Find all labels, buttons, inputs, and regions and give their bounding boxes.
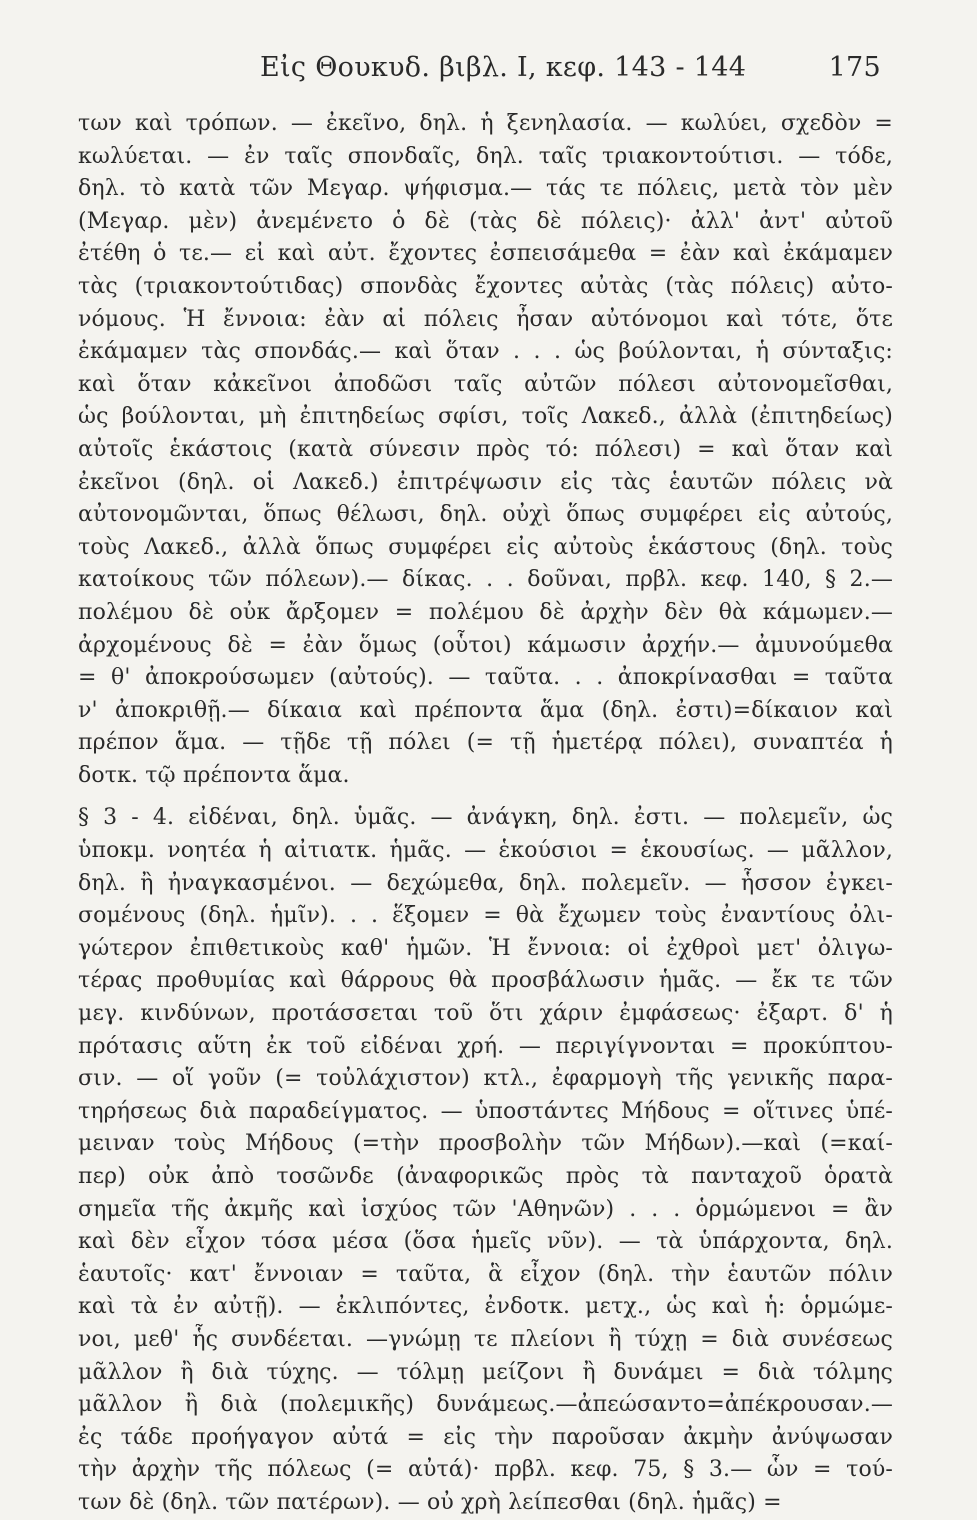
text-line: σιν. — οἵ γοῦν (= τοὐλάχιστον) κτλ., ἐφαρμογὴ τῆς γενικῆς παρα- [78, 1066, 893, 1092]
text-line: κατοίκους τῶν πόλεων).— δίκας. . . δοῦναι, πρβλ. κεφ. 140, § 2.— [78, 567, 893, 593]
paragraph-1 [78, 108, 893, 792]
text-line: σημεῖα τῆς ἀκμῆς καὶ ἰσχύος τῶν 'Αθηνῶν) . . . ὁρμώμενοι = ἂν [78, 1196, 893, 1222]
text-line: νοι, μεθ' ἧς συνδέεται. —γνώμῃ τε πλείονι ἢ τύχῃ = διὰ συνέσεως [78, 1326, 893, 1352]
text-line: ὑποκμ. νοητέα ἡ αἰτιατκ. ἡμᾶς. — ἑκούσιοι = ἑκουσίως. — μᾶλλον, [78, 838, 893, 864]
text-line: πρέπον ἅμα. — τῇδε τῇ πόλει (= τῇ ἡμετέρᾳ πόλει), συναπτέα ἡ [78, 730, 893, 756]
text-line: ἐς τάδε προήγαγον αὐτά = εἰς τὴν παροῦσαν ἀκμὴν ἀνύψωσαν [78, 1424, 893, 1450]
text-line: καὶ ὅταν κἀκεῖνοι ἀποδῶσι ταῖς αὐτῶν πόλεσι αὐτονομεῖσθαι, [78, 371, 893, 397]
text-line: μειναν τοὺς Μήδους (=τὴν προσβολὴν τῶν Μήδων).—καὶ (=καί- [78, 1131, 893, 1157]
text-line: τοὺς Λακεδ., ἀλλὰ ὅπως συμφέρει εἰς αὐτοὺς ἑκάστους (δηλ. τοὺς [78, 534, 893, 560]
text-line: γώτερον ἐπιθετικοὺς καθ' ἡμῶν. Ἡ ἔννοια: οἱ ἐχθροὶ μετ' ὀλιγω- [78, 935, 893, 961]
text-line: δηλ. τὸ κατὰ τῶν Μεγαρ. ψήφισμα.— τάς τε πόλεις, μετὰ τὸν μὲν [78, 176, 893, 202]
text-line: κωλύεται. — ἐν ταῖς σπονδαῖς, δηλ. ταῖς τριακοντούτισι. — τόδε, [78, 143, 893, 169]
text-line: ἐκεῖνοι (δηλ. οἱ Λακεδ.) ἐπιτρέψωσιν εἰς τὰς ἑαυτῶν πόλεις νὰ [78, 469, 893, 495]
text-line: δοτκ. τῷ πρέποντα ἅμα. [78, 762, 350, 788]
running-title: Εἰς Θουκυδ. βιβλ. Ι, κεφ. 143 - 144 [260, 52, 747, 83]
text-line: αὐτονομῶνται, ὅπως θέλωσι, δηλ. οὐχὶ ὅπως συμφέρει εἰς αὐτούς, [78, 502, 893, 528]
text-line: τὰς (τριακοντούτιδας) σπονδὰς ἔχοντες αὐτὰς (τὰς πόλεις) αὐτο- [78, 273, 893, 299]
commentary-text [78, 108, 893, 1520]
text-line: = θ' ἀποκρούσωμεν (αὐτούς). — ταῦτα. . . ἀποκρίνασθαι = ταῦτα [78, 665, 893, 691]
text-line: ἀρχομένους δὲ = ἐὰν ὅμως (οὗτοι) κάμωσιν ἀρχήν.— ἀμυνούμεθα [78, 632, 893, 658]
text-line: καὶ τὰ ἐν αὐτῇ). — ἐκλιπόντες, ἐνδοτκ. μετχ., ὡς καὶ ἡ: ὁρμώμε- [78, 1294, 893, 1320]
text-line: τὴν ἀρχὴν τῆς πόλεως (= αὐτά)· πρβλ. κεφ. 75, § 3.— ὧν = τού- [78, 1457, 893, 1483]
text-line: μεγ. κινδύνων, προτάσσεται τοῦ ὅτι χάριν ἐμφάσεως· ἐξαρτ. δ' ἡ [78, 1001, 893, 1027]
text-line: των δὲ (δηλ. τῶν πατέρων). — οὐ χρὴ λείπεσθαι (δηλ. ἡμᾶς) = [78, 1489, 782, 1515]
text-line: των καὶ τρόπων. — ἐκεῖνο, δηλ. ἡ ξενηλασία. — κωλύει, σχεδὸν = [78, 111, 893, 136]
text-line: ἐκάμαμεν τὰς σπονδάς.— καὶ ὅταν . . . ὡς βούλονται, ἡ σύνταξις: [78, 339, 893, 365]
paragraph-2 [78, 802, 893, 1519]
text-line: πολέμου δὲ οὐκ ἄρξομεν = πολέμου δὲ ἀρχὴν δὲν θὰ κάμωμεν.— [78, 599, 893, 625]
text-line: καὶ δὲν εἶχον τόσα μέσα (ὅσα ἡμεῖς νῦν). — τὰ ὑπάρχοντα, δηλ. [78, 1229, 893, 1255]
paragraph-gap [78, 792, 893, 802]
text-line: τηρήσεως διὰ παραδείγματος. — ὑποστάντες Μήδους = οἵτινες ὑπέ- [78, 1098, 893, 1124]
text-line: δηλ. ἢ ἠναγκασμένοι. — δεχώμεθα, δηλ. πολεμεῖν. — ἧσσον ἐγκει- [78, 870, 893, 896]
page-header [80, 52, 881, 92]
text-line: ν' ἀποκριθῇ.— δίκαια καὶ πρέποντα ἅμα (δηλ. ἐστι)=δίκαιον καὶ [78, 697, 893, 723]
text-line: ἐτέθη ὁ τε.— εἰ καὶ αὐτ. ἔχοντες ἐσπεισάμεθα = ἐὰν καὶ ἐκάμαμεν [78, 241, 893, 267]
text-line: ὡς βούλονται, μὴ ἐπιτηδείως σφίσι, τοῖς Λακεδ., ἀλλὰ (ἐπιτηδείως) [78, 404, 893, 430]
text-line: τέρας προθυμίας καὶ θάρρους θὰ προσβάλωσιν ἡμᾶς. — ἔκ τε τῶν [78, 968, 893, 994]
text-line: πρότασις αὕτη ἐκ τοῦ εἰδέναι χρή. — περιγίγνονται = προκύπτου- [78, 1033, 893, 1059]
text-line: ἑαυτοῖς· κατ' ἔννοιαν = ταῦτα, ἃ εἶχον (δηλ. τὴν ἑαυτῶν πόλιν [78, 1261, 893, 1287]
text-line: αὐτοῖς ἑκάστοις (κατὰ σύνεσιν πρὸς τό: πόλεσι) = καὶ ὅταν καὶ [78, 436, 893, 462]
text-line: μᾶλλον ἢ διὰ (πολεμικῆς) δυνάμεως.—ἀπεώσαντο=ἀπέκρουσαν.— [78, 1392, 893, 1418]
text-line: περ) οὐκ ἀπὸ τοσῶνδε (ἀναφορικῶς πρὸς τὰ πανταχοῦ ὁρατὰ [78, 1164, 893, 1189]
text-line: νόμους. Ἡ ἔννοια: ἐὰν αἱ πόλεις ἦσαν αὐτόνομοι καὶ τότε, ὅτε [78, 306, 893, 332]
text-line: (Μεγαρ. μὲν) ἀνεμένετο ὁ δὲ (τὰς δὲ πόλεις)· ἀλλ' ἀντ' αὐτοῦ [78, 208, 893, 234]
text-line: σομένους (δηλ. ἡμῖν). . . ἕξομεν = θὰ ἔχωμεν τοὺς ἐναντίους ὀλι- [78, 903, 893, 929]
text-line: § 3 - 4. εἰδέναι, δηλ. ὑμᾶς. — ἀνάγκη, δηλ. ἐστι. — πολεμεῖν, ὡς [78, 805, 893, 831]
text-line: μᾶλλον ἢ διὰ τύχης. — τόλμῃ μείζονι ἢ δυνάμει = διὰ τόλμης [78, 1359, 893, 1385]
page-number: 175 [828, 52, 881, 83]
